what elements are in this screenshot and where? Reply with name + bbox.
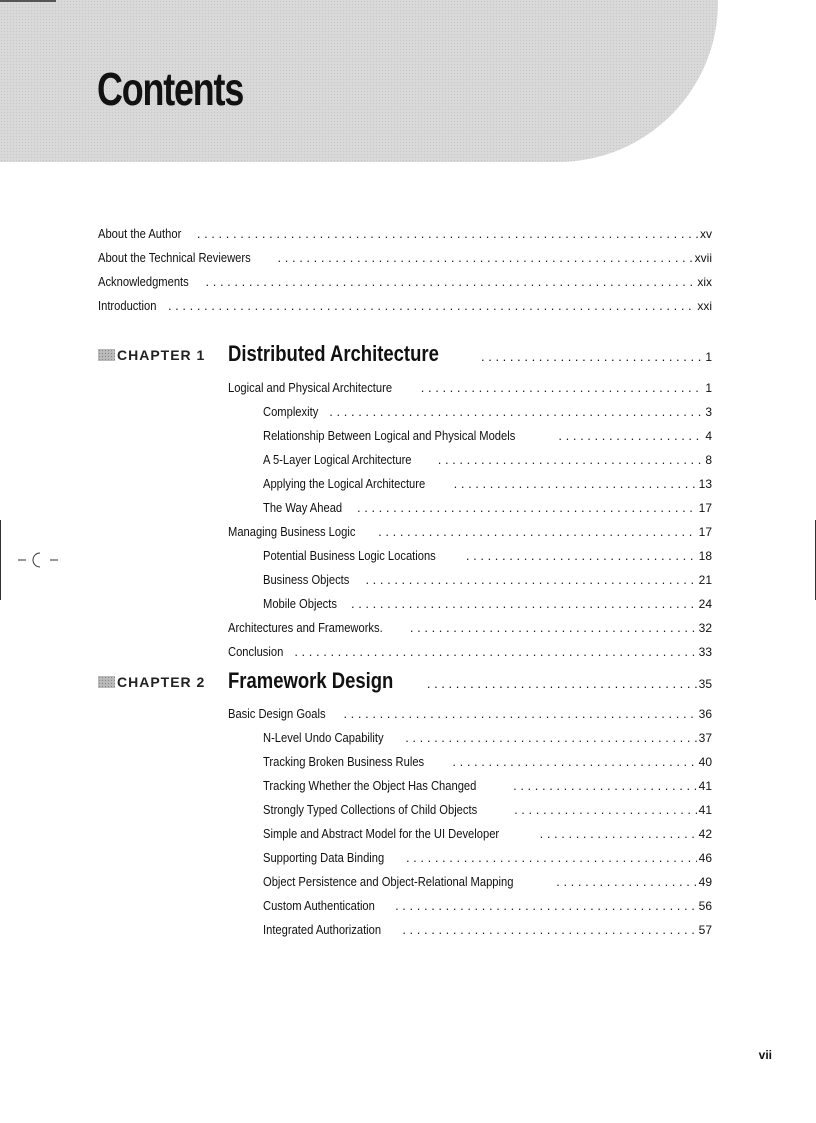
leader-dots: [466, 548, 697, 564]
toc-entry[interactable]: [228, 644, 712, 660]
toc-entry-page: 49: [698, 875, 712, 889]
leader-dots: [351, 596, 697, 612]
toc-entry-page: xvii: [694, 251, 712, 265]
leader-dots: [365, 572, 696, 588]
toc-entry[interactable]: [263, 548, 712, 564]
leader-dots: [406, 850, 697, 866]
toc-entry-label: Acknowledgments: [98, 274, 189, 289]
chapter-number: CHAPTER 2: [117, 674, 206, 690]
leader-dots: [278, 250, 693, 266]
toc-entry[interactable]: [263, 898, 712, 914]
toc-entry[interactable]: [263, 404, 712, 420]
leader-dots: [558, 428, 703, 444]
toc-entry[interactable]: [263, 730, 712, 746]
leader-dots: [454, 476, 697, 492]
toc-entry-introduction[interactable]: [98, 298, 712, 314]
toc-entry-page: 21: [698, 573, 712, 587]
leader-dots: [540, 826, 697, 842]
toc-entry[interactable]: [263, 428, 712, 444]
toc-entry-page: xxi: [697, 299, 712, 313]
toc-entry-page: 41: [698, 779, 712, 793]
toc-entry-label: Tracking Broken Business Rules: [263, 754, 425, 769]
toc-entry[interactable]: [263, 922, 712, 938]
toc-entry-page: 18: [698, 549, 712, 563]
leader-dots: [395, 898, 697, 914]
toc-entry[interactable]: [263, 874, 712, 890]
chapter-title: Framework Design: [228, 668, 394, 693]
leader-dots: [452, 754, 696, 770]
leader-dots: [514, 802, 697, 818]
toc-entry[interactable]: [263, 452, 712, 468]
leader-dots: [168, 298, 695, 314]
toc-entry-label: Introduction: [98, 298, 157, 313]
page-title: Contents: [97, 63, 244, 115]
toc-entry-label: Relationship Between Logical and Physical Models: [263, 428, 516, 443]
top-rule: [0, 0, 56, 2]
toc-entry-label: A 5-Layer Logical Architecture: [263, 452, 412, 467]
toc-entry-page: 3: [705, 405, 712, 419]
leader-dots: [378, 524, 696, 540]
toc-entry-label: Custom Authentication: [263, 898, 375, 913]
toc-entry[interactable]: [228, 706, 712, 722]
leader-dots: [427, 676, 697, 691]
toc-entry-label: Logical and Physical Architecture: [228, 380, 393, 395]
toc-entry-label: Object Persistence and Object-Relational Mapping: [263, 874, 514, 889]
chapter-marker-icon: [98, 676, 115, 688]
toc-entry-label: About the Author: [98, 226, 182, 241]
toc-entry-about-author[interactable]: [98, 226, 712, 242]
toc-entry-label: Conclusion: [228, 644, 284, 659]
toc-entry[interactable]: [228, 524, 712, 540]
leader-dots: [402, 922, 696, 938]
toc-entry-page: 46: [698, 851, 712, 865]
chapter-2-label: [98, 674, 205, 690]
toc-entry-label: Integrated Authorization: [263, 922, 382, 937]
toc-entry-label: Managing Business Logic: [228, 524, 356, 539]
chapter-1-title-row[interactable]: [228, 341, 712, 367]
leader-dots: [206, 274, 696, 290]
toc-entry-label: Strongly Typed Collections of Child Objects: [263, 802, 478, 817]
leader-dots: [197, 226, 698, 242]
leader-dots: [513, 778, 697, 794]
toc-entry-label: Potential Business Logic Locations: [263, 548, 436, 563]
toc-entry-label: About the Technical Reviewers: [98, 250, 251, 265]
toc-entry-page: 57: [698, 923, 712, 937]
toc-entry[interactable]: [263, 802, 712, 818]
toc-entry-label: Basic Design Goals: [228, 706, 326, 721]
leader-dots: [410, 620, 697, 636]
toc-entry[interactable]: [263, 850, 712, 866]
toc-entry-page: 8: [705, 453, 712, 467]
leader-dots: [421, 380, 704, 396]
toc-entry-page: xv: [700, 227, 712, 241]
leader-dots: [405, 730, 696, 746]
binder-mark-left: [0, 520, 13, 600]
chapter-1-label: [98, 347, 205, 363]
toc-entry[interactable]: [263, 476, 712, 492]
toc-entry-page: 37: [698, 731, 712, 745]
leader-dots: [481, 349, 703, 364]
leader-dots: [438, 452, 704, 468]
toc-entry-label: Tracking Whether the Object Has Changed: [263, 778, 477, 793]
chapter-page: 35: [698, 677, 712, 691]
toc-entry-page: 17: [698, 501, 712, 515]
toc-entry-page: 40: [698, 755, 712, 769]
toc-entry-page: 4: [705, 429, 712, 443]
leader-dots: [357, 500, 697, 516]
chapter-page: 1: [705, 350, 712, 364]
toc-entry[interactable]: [263, 778, 712, 794]
chapter-title: Distributed Architecture: [228, 341, 439, 366]
toc-entry-page: 41: [698, 803, 712, 817]
toc-entry-technical-reviewers[interactable]: [98, 250, 712, 266]
toc-entry[interactable]: [263, 572, 712, 588]
toc-entry-label: Complexity: [263, 404, 319, 419]
toc-entry-acknowledgments[interactable]: [98, 274, 712, 290]
toc-entry-page: 32: [698, 621, 712, 635]
toc-entry-page: 17: [698, 525, 712, 539]
registration-mark-icon: [18, 548, 58, 572]
toc-entry-page: 13: [698, 477, 712, 491]
leader-dots: [294, 644, 696, 660]
toc-entry-label: Applying the Logical Architecture: [263, 476, 426, 491]
chapter-2-title-row[interactable]: [228, 668, 712, 694]
toc-entry-label: Mobile Objects: [263, 596, 337, 611]
chapter-marker-icon: [98, 349, 115, 361]
toc-entry[interactable]: [228, 380, 712, 396]
leader-dots: [329, 404, 703, 420]
toc-entry[interactable]: [263, 500, 712, 516]
toc-entry-page: 33: [698, 645, 712, 659]
toc-entry-page: 42: [698, 827, 712, 841]
page-number: vii: [758, 1048, 772, 1062]
toc-entry-label: Supporting Data Binding: [263, 850, 385, 865]
toc-entry-label: Simple and Abstract Model for the UI Developer: [263, 826, 500, 841]
toc-entry[interactable]: [263, 826, 712, 842]
toc-entry-page: 1: [705, 381, 712, 395]
toc-entry-page: xix: [697, 275, 712, 289]
toc-entry-label: N-Level Undo Capability: [263, 730, 384, 745]
toc-entry[interactable]: [228, 620, 712, 636]
toc-entry-page: 24: [698, 597, 712, 611]
toc-entry[interactable]: [263, 596, 712, 612]
toc-entry-label: The Way Ahead: [263, 500, 343, 515]
toc-entry-label: Business Objects: [263, 572, 350, 587]
toc-entry[interactable]: [263, 754, 712, 770]
chapter-number: CHAPTER 1: [117, 347, 206, 363]
leader-dots: [556, 874, 696, 890]
toc-entry-label: Architectures and Frameworks.: [228, 620, 383, 635]
leader-dots: [343, 706, 696, 722]
toc-entry-page: 56: [698, 899, 712, 913]
toc-entry-page: 36: [698, 707, 712, 721]
